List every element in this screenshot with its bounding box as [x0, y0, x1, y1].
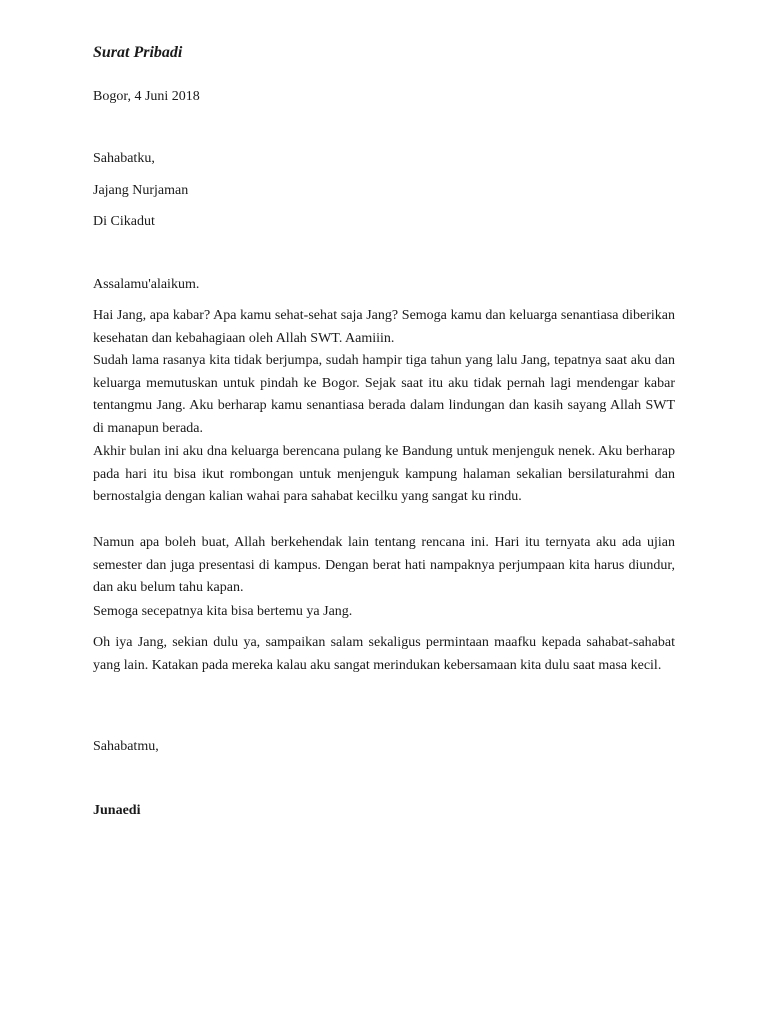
body-paragraph: Semoga secepatnya kita bisa bertemu ya Jang.: [93, 604, 353, 619]
recipient-location: Di Cikadut: [93, 214, 155, 229]
signature-name: Junaedi: [93, 803, 141, 818]
body-paragraph: Hai Jang, apa kabar? Apa kamu sehat-sehat saja Jang? Semoga kamu dan keluarga senantiasa diberikan kesehatan dan kebahagiaan oleh Allah SWT. Aamiiin.: [93, 308, 675, 346]
opening-salutation: Assalamu'alaikum.: [93, 277, 200, 292]
body-paragraph: Oh iya Jang, sekian dulu ya, sampaikan salam sekaligus permintaan maafku kepada sahabat-sahabat yang lain. Katakan pada mereka kalau aku sangat merindukan kebersamaan kita dulu saat masa kecil.: [93, 635, 675, 673]
place-date: Bogor, 4 Juni 2018: [93, 89, 200, 104]
body-paragraph: Sudah lama rasanya kita tidak berjumpa, sudah hampir tiga tahun yang lalu Jang, tepatnya saat aku dan keluarga memutuskan untuk pindah ke Bogor. Sejak saat itu aku tidak pernah lagi mendengar kabar tentangmu Jang. Aku berharap kamu senantiasa berada dalam lindungan dan kasih sayang Allah SWT di manapun berada.: [93, 353, 675, 436]
body-paragraph: Akhir bulan ini aku dna keluarga berencana pulang ke Bandung untuk menjenguk nenek. Aku berharap pada hari itu bisa ikut rombongan untuk menjenguk kampung halaman sekalian bersilaturahmi dan bernostalgia dengan kalian wahai para sahabat kecilku yang sangat ku rindu.: [93, 444, 675, 504]
closing: Sahabatmu,: [93, 739, 159, 754]
recipient-name: Jajang Nurjaman: [93, 183, 189, 198]
body-paragraph: Namun apa boleh buat, Allah berkehendak lain tentang rencana ini. Hari itu ternyata aku ada ujian semester dan juga presentasi di kampus. Dengan berat hati nampaknya perjumpaan kita harus diundur, dan aku belum tahu kapan.: [93, 535, 675, 595]
recipient-greeting: Sahabatku,: [93, 151, 155, 166]
letter-title: Surat Pribadi: [93, 44, 183, 61]
